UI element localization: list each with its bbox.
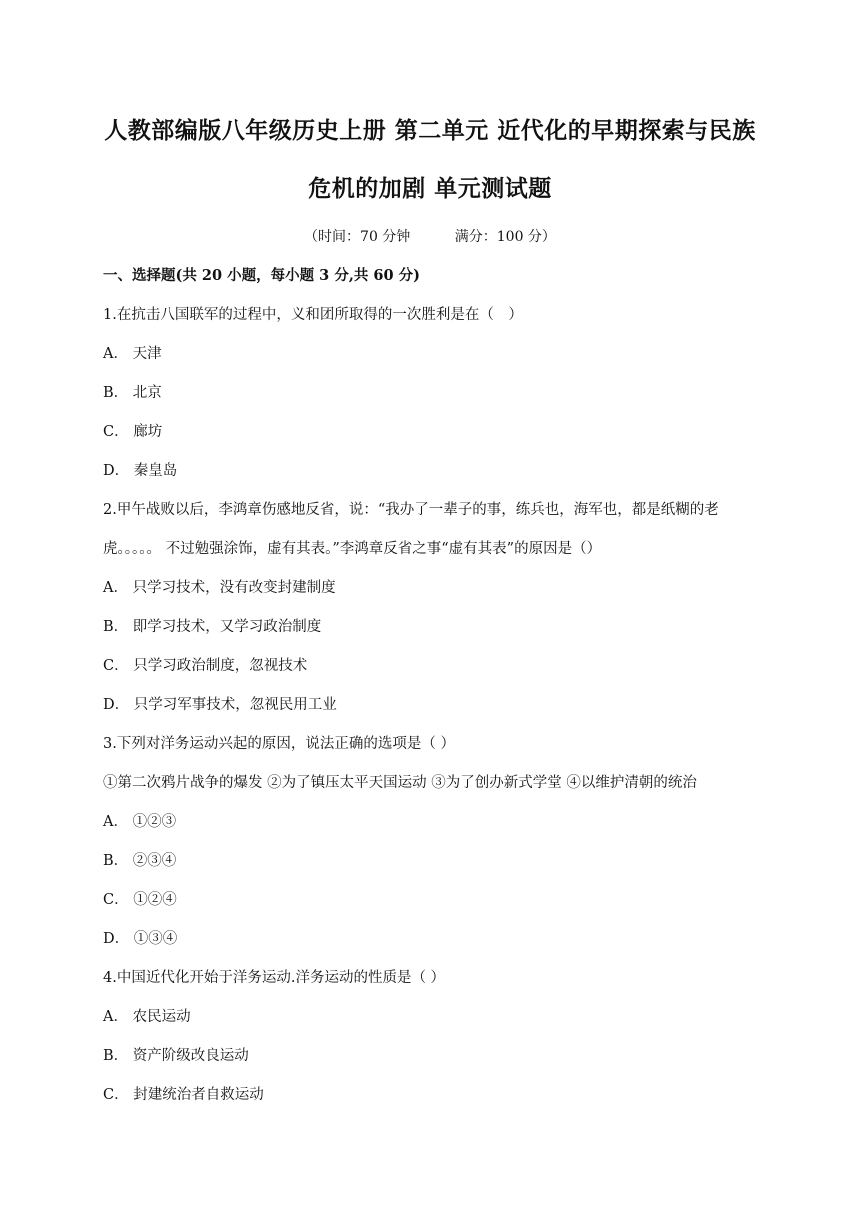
question-3: 3.下列对洋务运动兴起的原因，说法正确的选项是（ ） [103, 736, 455, 752]
question-1: 1.在抗击八国联军的过程中，义和团所取得的一次胜利是在（ ） [103, 307, 523, 323]
q4-option-a: A． 农民运动 [103, 1009, 191, 1025]
q4-option-c: C． 封建统治者自救运动 [103, 1087, 264, 1103]
q4-option-b: B． 资产阶级改良运动 [103, 1048, 249, 1064]
q2-option-a: A． 只学习技术，没有改变封建制度 [103, 580, 336, 596]
section-heading: 一、选择题(共 20 小题，每小题 3 分,共 60 分) [103, 267, 421, 284]
title-line-1: 人教部编版八年级历史上册 第二单元 近代化的早期探索与民族 [104, 118, 756, 144]
q1-option-b: B． 北京 [103, 385, 162, 401]
exam-meta [0, 226, 860, 246]
q3-option-c: C． ①②④ [103, 892, 177, 908]
q3-option-a: A． ①②③ [103, 814, 177, 830]
question-3-statements: ①第二次鸦片战争的爆发 ②为了镇压太平天国运动 ③为了创办新式学堂 ④以维护清朝的统治 [103, 775, 697, 791]
q1-option-a: A． 天津 [103, 346, 162, 362]
q1-option-c: C． 廊坊 [103, 424, 163, 440]
q2-option-d: D． 只学习军事技术，忽视民用工业 [103, 697, 337, 713]
q3-option-d: D． ①③④ [103, 931, 178, 947]
exam-time: （时间：70 分钟 [304, 229, 411, 245]
question-2-line-1: 2.甲午战败以后，李鸿章伤感地反省，说：“我办了一辈子的事，练兵也，海军也，都是纸糊的老 [103, 502, 719, 518]
q3-option-b: B． ②③④ [103, 853, 177, 869]
title-line-2: 危机的加剧 单元测试题 [308, 176, 552, 202]
q2-option-c: C． 只学习政治制度，忽视技术 [103, 658, 308, 674]
q1-option-d: D． 秦皇岛 [103, 463, 178, 479]
exam-score: 满分：100 分） [454, 229, 556, 245]
q2-option-b: B． 即学习技术，又学习政治制度 [103, 619, 322, 635]
question-4: 4.中国近代化开始于洋务运动.洋务运动的性质是（ ） [103, 970, 446, 986]
question-2-line-2: 虎。。。。。 不过勉强涂饰，虚有其表。”李鸿章反省之事“虚有其表”的原因是（） [103, 541, 602, 557]
